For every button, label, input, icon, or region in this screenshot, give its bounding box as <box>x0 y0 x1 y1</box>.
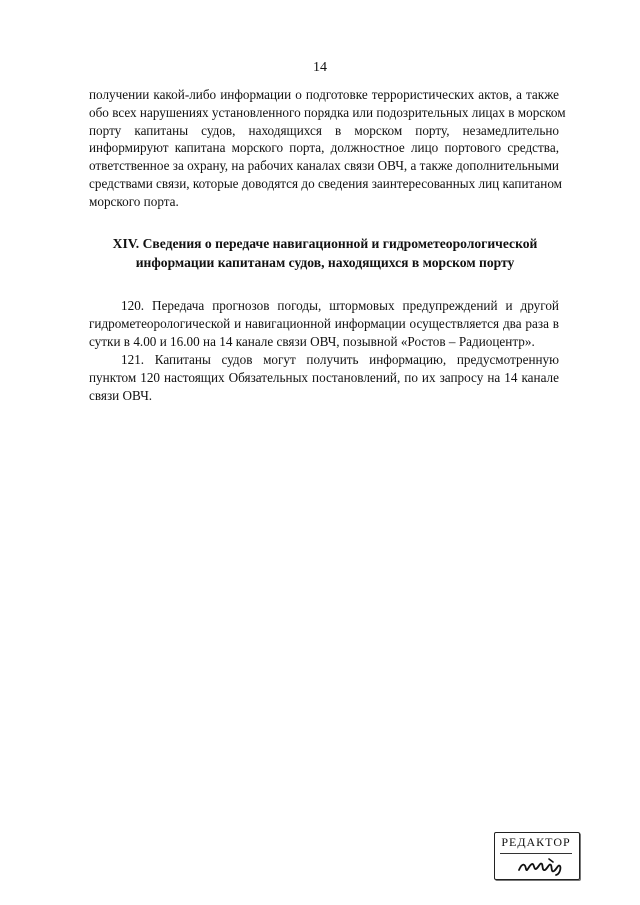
stamp-title: РЕДАКТОР <box>501 835 571 849</box>
paragraph-line: связи ОВЧ. <box>89 387 153 403</box>
paragraph-line: морского порта. <box>89 193 179 209</box>
handwritten-signature-icon <box>516 855 568 877</box>
paragraph-line: гидрометеорологической и навигационной информации осуществляется два раза в <box>89 315 559 331</box>
stamp-divider <box>500 853 572 854</box>
paragraph-line: сутки в 4.00 и 16.00 на 14 канале связи ОВЧ, позывной «Ростов – Радиоцентр». <box>89 333 535 349</box>
page-number: 14 <box>313 60 327 75</box>
paragraph-line: средствами связи, которые доводятся до сведения заинтересованных лиц капитаном <box>89 175 563 191</box>
paragraph-120 <box>89 297 559 350</box>
paragraph-line: 120. Передача прогнозов погоды, штормовых предупреждений и другой <box>121 298 559 313</box>
paragraph-line: порту капитаны судов, находящихся в морском порту, незамедлительно <box>89 122 559 138</box>
heading-line: информации капитанам судов, находящихся в морском порту <box>135 255 515 270</box>
paragraph-line: информируют капитана морского порта, должностное лицо портового средства, <box>89 140 559 156</box>
heading-line: XIV. Сведения о передаче навигационной и гидрометеорологической <box>112 236 538 251</box>
intro-paragraph <box>89 86 566 211</box>
section-heading <box>80 234 570 272</box>
paragraph-line: пунктом 120 настоящих Обязательных постановлений, по их запросу на 14 канале <box>89 369 559 385</box>
paragraph-line: получении какой-либо информации о подготовке террористических актов, а также <box>89 87 559 102</box>
paragraph-line: обо всех нарушениях установленного порядка или подозрительных лицах в морском <box>89 104 566 120</box>
paragraph-line: ответственное за охрану, на рабочих каналах связи ОВЧ, а также дополнительными <box>89 158 559 174</box>
paragraph-line: 121. Капитаны судов могут получить информацию, предусмотренную <box>121 352 559 367</box>
editor-stamp <box>494 832 582 880</box>
paragraph-121 <box>89 351 559 404</box>
